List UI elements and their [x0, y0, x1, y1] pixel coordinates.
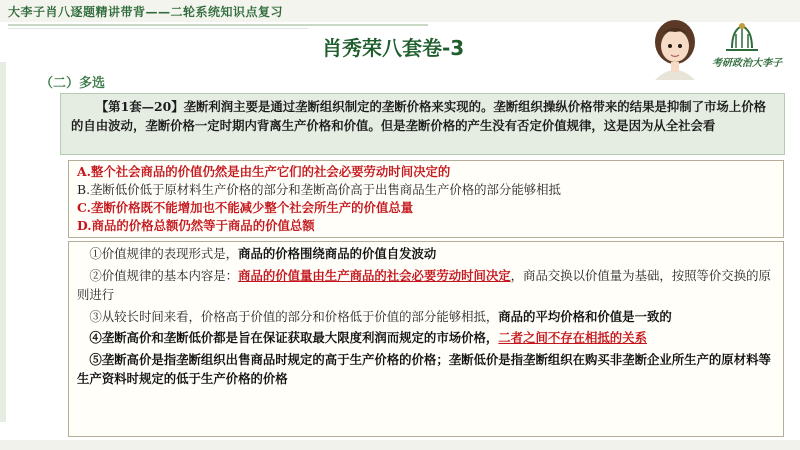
- option-d: D.商品的价格总额仍然等于商品的价值总额: [77, 218, 315, 233]
- header-divider-thin: [8, 28, 308, 29]
- teacher-avatar: [645, 18, 705, 80]
- analysis-point-1: ①价值规律的表现形式是，商品的价格围绕商品的价值自发波动: [89, 246, 437, 261]
- analysis-point-3: ③从较长时间来看，价格高于价值的部分和价格低于价值的部分能够相抵，商品的平均价格和价值是一致的: [89, 308, 672, 324]
- option-b: B.垄断低价低于原材料生产价格的部分和垄断高价高于出售商品生产价格的部分能够相抵: [77, 182, 561, 197]
- analysis-point-2: ②价值规律的基本内容是：商品的价值量由生产商品的社会必要劳动时间决定，商品交换以价值量为基础，按照等价交换的原则进行: [77, 267, 771, 302]
- question-stem: 【第1套—20】垄断利润主要是通过垄断组织制定的垄断价格来实现的。垄断组织操纵价格带来的结果是抑制了市场上价格的自由波动，垄断价格一定时期内背离生产价格和价值。但是垄断价格的产生没有否定价值规律，这是因为从全社会看: [60, 93, 785, 155]
- brand-logo: [712, 18, 794, 74]
- analysis-point-5: ⑤垄断高价是指垄断组织出售商品时规定的高于生产价格的价格；垄断低价是指垄断组织在购买非垄断企业所生产的原材料等生产资料时规定的低于生产价格的价格: [77, 351, 771, 386]
- logo-text: 考研政治大李子: [712, 58, 782, 69]
- course-title: 大李子肖八逐题精讲带背——二轮系统知识点复习: [8, 5, 284, 19]
- option-c: C.垄断价格既不能增加也不能减少整个社会所生产的价值总量: [77, 200, 414, 215]
- header-divider: [8, 24, 428, 26]
- options-list: [68, 160, 784, 238]
- left-decoration: [0, 62, 6, 422]
- option-a: A.整个社会商品的价值仍然是由生产它们的社会必要劳动时间决定的: [77, 164, 451, 179]
- analysis-panel: [68, 241, 784, 437]
- exam-title: 肖秀荣八套卷-3: [322, 36, 465, 60]
- footer-strip: [0, 440, 800, 450]
- analysis-point-4: ④垄断高价和垄断低价都是旨在保证获取最大限度利润而规定的市场价格，二者之间不存在相抵的关系: [89, 330, 647, 345]
- section-label: （二）多选: [40, 76, 106, 91]
